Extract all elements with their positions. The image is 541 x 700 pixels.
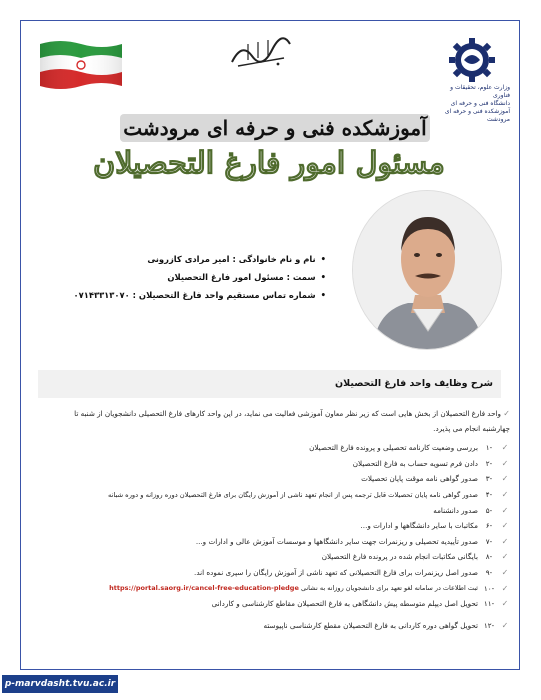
list-item: ✓ -۸ بایگانی مکاتبات انجام شده در پرونده فارغ التحصیلان [321,552,509,562]
check-icon: ✓ [501,505,509,515]
list-item: ✓ -۱۱ تحویل اصل دیپلم متوسطه پیش دانشگاهی به فارغ التحصیلان مقاطع کارشناسی و کاردانی [211,599,509,609]
iran-flag-image [40,38,122,90]
list-item: ✓ -۱۰ ثبت اطلاعات در سامانه لغو تعهد برای دانشجویان روزانه به نشانی https://portal.saorg.ir/cancel-free-education-pledge [109,583,509,593]
check-icon: ✓ [501,443,509,453]
duties-intro: ✓ واحد فارغ التحصیلان از بخش هایی است که زیر نظر معاون آموزشی فعالیت می نماید، در این واحد کارهای فارغ التحصیلی دانشجویان از شنبه تا چهارشنبه انجام می پذیرد. [74,409,510,433]
check-icon: ✓ [501,474,509,484]
list-item: ✓ -۳ صدور گواهی نامه موقت پایان تحصیلات [361,474,509,484]
profile-phone: • شماره تماس مستقیم واحد فارغ التحصیلان : ۰۷۱۴۳۳۱۳۰۷۰ [96,286,326,304]
check-icon: ✓ [501,458,509,468]
page-title: مسئول امور فارغ التحصیلان [93,146,445,181]
check-icon: ✓ [501,521,509,531]
list-item: ✓ -۲ دادن فرم تسویه حساب به فارغ التحصیلان [352,458,509,468]
list-item: ✓ -۱۲ تحویل گواهی دوره کاردانی به فارغ التحصیلان مقطع کارشناسی ناپیوسته [263,620,509,630]
check-icon: ✓ [501,620,509,630]
profile-position: • سمت : مسئول امور فارغ التحصیلان [96,268,326,286]
check-icon: ✓ [501,552,509,562]
list-item: ✓ -۴ صدور گواهی نامه پایان تحصیلات قابل ترجمه پس از انجام تعهد ناشی از آموزش رایگان برای فارغ التحصیلان دوره روزانه و دوره شبانه [107,490,509,500]
profile-name: • نام و نام خانوادگی : امیر مرادی کازرونی [96,250,326,268]
person-portrait-image [353,191,502,350]
duties-list [48,440,510,633]
check-icon: ✓ [501,536,509,546]
profile-photo [352,190,502,350]
check-icon: ✓ [501,583,509,593]
check-icon: ✓ [501,568,509,578]
check-icon: ✓ [501,490,509,500]
profile-info-list [73,250,326,304]
list-item: ✓ -۱ بررسی وضعیت کارنامه تحصیلی و پرونده فارغ التحصیلان [309,443,509,453]
university-logo-text: وزارت علوم، تحقیقات و فناوری دانشگاه فنی و حرفه ای آموزشکده فنی و حرفه ای مرودشت [444,84,510,123]
list-item: ✓ -۹ صدور اصل ریزنمرات برای فارغ التحصیلانی که تعهد ناشی از آموزش رایگان را سپری نموده اند. [194,568,509,578]
duties-heading: شرح وظایف واحد فارغ التحصیلان [38,370,501,398]
pledge-cancel-link[interactable]: https://portal.saorg.ir/cancel-free-education-pledge [109,584,299,593]
list-item: ✓ -۵ صدور دانشنامه [433,505,509,515]
check-icon: ✓ [501,599,509,609]
site-url-badge[interactable]: p-marvdasht.tvu.ac.ir [2,675,118,693]
basmala-calligraphy [228,36,294,70]
university-gear-logo [442,36,502,86]
college-title: آموزشکده فنی و حرفه ای مرودشت [120,114,430,142]
check-icon: ✓ [503,409,510,418]
list-item: ✓ -۶ مکاتبات با سایر دانشگاهها و ادارات و... [360,521,509,531]
list-item: ✓ -۷ صدور تأییدیه تحصیلی و ریزنمرات جهت سایر دانشگاهها و موسسات آموزش عالی و ادارات و... [195,536,509,546]
